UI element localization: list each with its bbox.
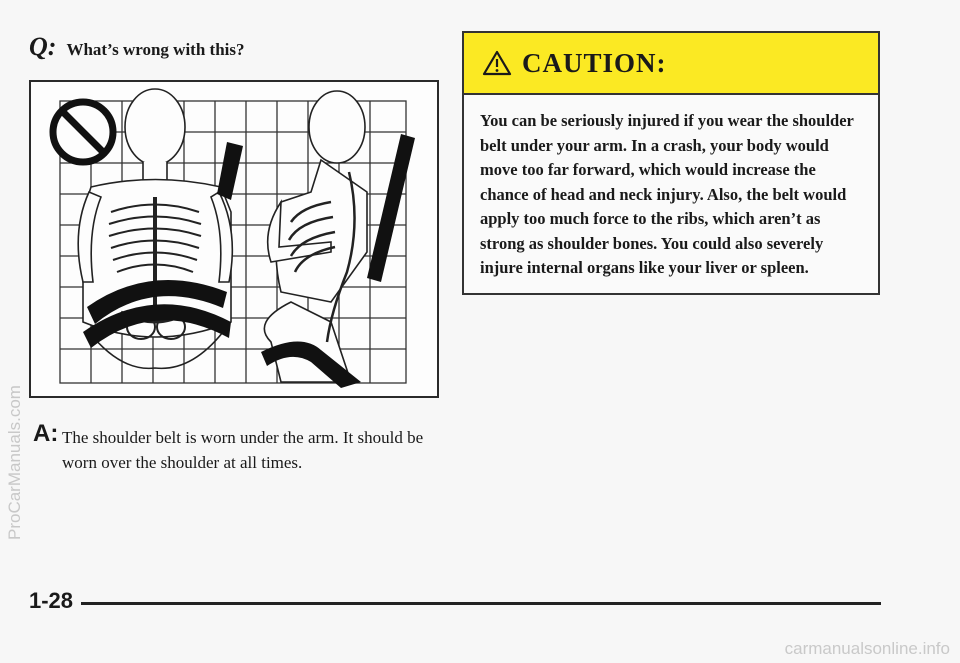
seatbelt-illustration bbox=[29, 80, 439, 398]
page-footer bbox=[29, 588, 881, 614]
question-mark: Q: bbox=[29, 32, 57, 61]
watermark-bottom: carmanualsonline.info bbox=[784, 639, 950, 658]
page-number: 1-28 bbox=[29, 588, 74, 613]
answer-text: The shoulder belt is worn under the arm. It should be worn over the shoulder at all times. bbox=[62, 428, 424, 472]
watermark-left: ProCarManuals.com bbox=[5, 385, 24, 540]
footer-rule bbox=[81, 602, 881, 605]
caution-text: You can be seriously injured if you wear the shoulder belt under your arm. In a crash, your body would move too far forward, which would increase the chance of head and neck injury. Also, the belt would apply too much force to the ribs, which aren’t as strong as shoulder bones. You could also severely injure internal organs like your liver or spleen. bbox=[480, 111, 854, 277]
caution-title: CAUTION: bbox=[522, 47, 667, 78]
question-text: What’s wrong with this? bbox=[66, 40, 245, 59]
prohibited-icon bbox=[53, 102, 113, 162]
caution-box bbox=[462, 31, 880, 295]
caution-header bbox=[464, 33, 878, 95]
answer bbox=[33, 420, 453, 475]
question bbox=[29, 32, 245, 62]
warning-triangle-icon bbox=[482, 50, 512, 76]
answer-mark: A: bbox=[33, 420, 59, 447]
seatbelt-drawing bbox=[31, 82, 437, 396]
